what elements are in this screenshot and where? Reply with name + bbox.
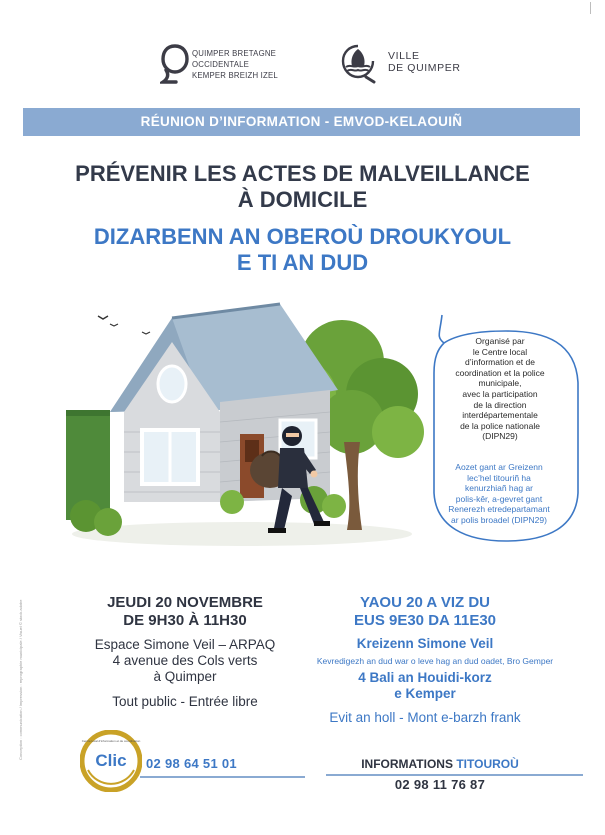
qbo-line1: QUIMPER BRETAGNE bbox=[192, 49, 277, 58]
event-date-french: JEUDI 20 NOVEMBRE bbox=[107, 594, 263, 611]
bubble-br-line: polis-kêr, a-gevret gant bbox=[455, 493, 543, 504]
bird-icon bbox=[142, 332, 150, 334]
footer-divider-right bbox=[326, 774, 583, 776]
qbo-logo-text bbox=[192, 48, 278, 81]
title-breton-line1: DIZARBENN AN OBEROÙ DROUKYOUL bbox=[93, 224, 512, 249]
print-credits: Conception : communication / Impression : reprographie municipale / Visuel © stock.adobe bbox=[18, 599, 23, 760]
event-time-french: DE 9H30 À 11H30 bbox=[123, 612, 247, 629]
footer-divider-left bbox=[140, 776, 305, 778]
bubble-french-text bbox=[437, 336, 563, 442]
quimper-emblem-icon bbox=[336, 40, 380, 84]
vdq-logo-text bbox=[388, 50, 461, 74]
bubble-br-line: ar polis broadel (DIPN29) bbox=[451, 514, 547, 525]
venue-address-breton: 4 Bali an Houidi-korz bbox=[358, 670, 492, 685]
bubble-breton-text bbox=[430, 462, 568, 526]
qbo-q-icon bbox=[160, 42, 190, 86]
info-meeting-banner: RÉUNION D’INFORMATION - EMVOD-KELAOUIÑ bbox=[23, 108, 580, 136]
event-date-breton: YAOU 20 A VIZ DU bbox=[359, 594, 491, 611]
event-time-breton: EUS 9E30 DA 11E30 bbox=[353, 612, 497, 629]
public-entry-breton: Evit an holl - Mont e-barzh frank bbox=[329, 710, 521, 725]
venue-name-french: Espace Simone Veil – ARPAQ bbox=[94, 637, 276, 652]
qbo-line2: OCCIDENTALE bbox=[192, 60, 250, 69]
informations-label bbox=[340, 757, 540, 771]
venue-name-breton: Kreizenn Simone Veil bbox=[356, 636, 494, 651]
title-breton-line2: E TI AN DUD bbox=[236, 250, 369, 275]
vdq-line1: VILLE bbox=[388, 50, 420, 62]
clic-phone-number: 02 98 64 51 01 bbox=[146, 756, 237, 771]
clic-logo bbox=[80, 730, 142, 792]
info-phone-number: 02 98 11 76 87 bbox=[394, 777, 486, 792]
info-label-breton: TITOUROÙ bbox=[456, 757, 519, 771]
bubble-br-line: kenurzhiañ hag ar bbox=[464, 483, 534, 494]
bubble-br-line: Aozet gant ar Greizenn bbox=[455, 462, 543, 472]
ville-de-quimper-logo bbox=[336, 40, 486, 84]
clic-logo-text: Clic bbox=[95, 751, 127, 770]
venue-city-breton: e Kemper bbox=[394, 686, 456, 701]
bubble-fr-line: avec la participation bbox=[462, 388, 538, 399]
bird-icon bbox=[98, 316, 108, 319]
venue-address-french: 4 avenue des Cols verts bbox=[112, 653, 258, 668]
bubble-fr-line: de la police nationale bbox=[460, 420, 540, 431]
public-entry-french: Tout public - Entrée libre bbox=[112, 694, 258, 709]
qbo-line3: KEMPER BREIZH IZEL bbox=[192, 71, 278, 80]
bubble-fr-line: coordination et la police bbox=[455, 367, 545, 378]
bubble-fr-line: municipale, bbox=[478, 378, 522, 389]
venue-city-french: à Quimper bbox=[153, 669, 217, 684]
venue-subtitle-breton: Kevredigezh an dud war o leve hag an dud oadet, Bro Gemper bbox=[316, 656, 554, 666]
bird-icon bbox=[110, 324, 118, 326]
bubble-fr-line: de la direction bbox=[473, 399, 527, 410]
clic-ring-text: Centre local d'information et de coordination bbox=[81, 739, 141, 743]
bubble-br-line: lec’hel titouriñ ha bbox=[467, 472, 531, 483]
quimper-bretagne-occidentale-logo bbox=[160, 42, 310, 86]
info-label-french: INFORMATIONS bbox=[361, 757, 453, 771]
title-french-line1: PRÉVENIR LES ACTES DE MALVEILLANCE bbox=[75, 161, 530, 186]
corner-crop-mark bbox=[590, 2, 605, 14]
bubble-fr-line: le Centre local bbox=[472, 346, 528, 357]
house-burglar-illustration bbox=[52, 302, 452, 552]
bubble-fr-line: d’information et de bbox=[465, 357, 535, 368]
title-french-line2: À DOMICILE bbox=[237, 187, 368, 212]
bubble-fr-line: (DIPN29) bbox=[482, 431, 518, 442]
tree-trunk bbox=[344, 442, 362, 530]
bubble-br-line: Renerezh etredepartamant bbox=[448, 504, 550, 515]
bubble-fr-line: interdépartementale bbox=[462, 410, 538, 421]
attic-window bbox=[158, 366, 186, 402]
vdq-line2: DE QUIMPER bbox=[388, 62, 461, 74]
bubble-fr-line: Organisé par bbox=[475, 336, 525, 346]
